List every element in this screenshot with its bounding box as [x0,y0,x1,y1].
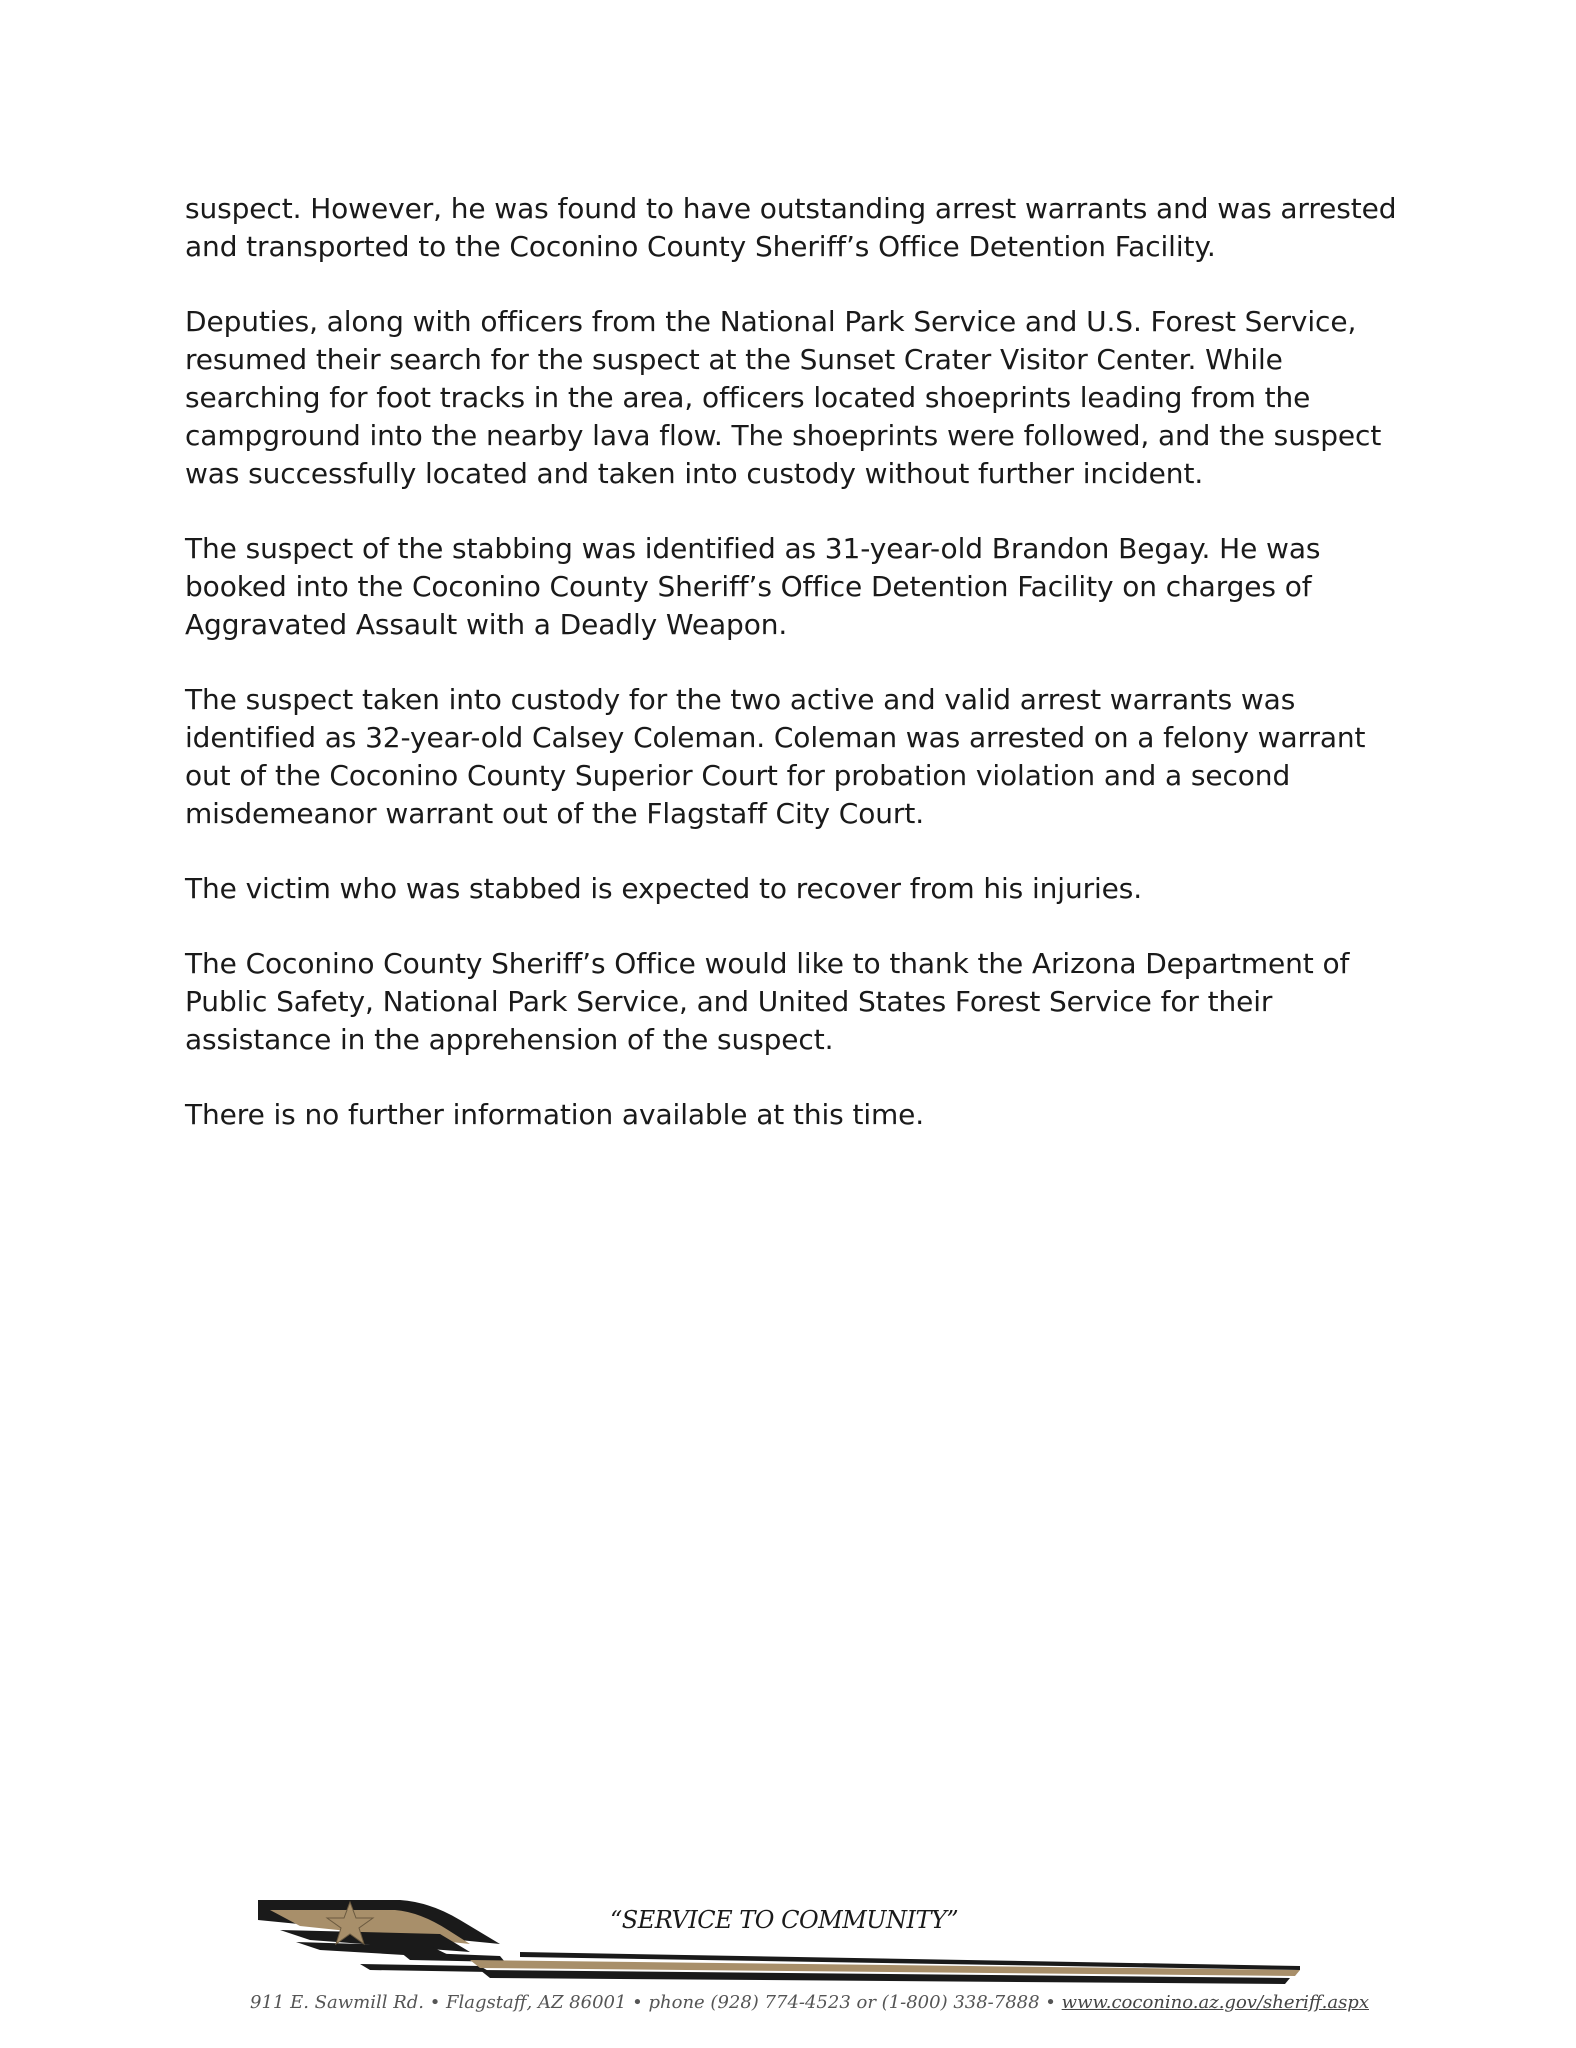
document-body [185,190,1405,1171]
paragraph-2: Deputies, along with officers from the National Park Service and U.S. Forest Service, resumed their search for the suspect at the Sunset Crater Visitor Center. While searching for foot tracks in the area, officers located shoeprints leading from the campground into the nearby lava flow. The shoeprints were followed, and the suspect was successfully located and taken into custody without further incident. [185,305,1382,490]
letterhead-footer [0,1880,1576,2048]
paragraph-6: The Coconino County Sheriff’s Office would like to thank the Arizona Department of Public Safety, National Park Service, and United States Forest Service for their assistance in the apprehension of the suspect. [185,947,1350,1056]
paragraph-1: suspect. However, he was found to have outstanding arrest warrants and was arrested and transported to the Coconino County Sheriff’s Office Detention Facility. [185,192,1397,263]
website-link[interactable]: www.coconino.az.gov/sheriff.aspx [1061,1992,1369,2013]
paragraph-4: The suspect taken into custody for the two active and valid arrest warrants was identified as 32-year-old Calsey Coleman. Coleman was arrested on a felony warrant out of the Coconino County Superior Court for probation violation and a second misdemeanor warrant out of the Flagstaff City Court. [185,683,1366,830]
paragraph-5: The victim who was stabbed is expected to recover from his injuries. [185,872,1143,905]
footer-address [250,1992,1369,2013]
address-text: 911 E. Sawmill Rd. • Flagstaff, AZ 86001 • phone (928) 774-4523 or (1-800) 338-7888 • [250,1992,1056,2013]
footer-motto: “SERVICE TO COMMUNITY” [610,1906,959,1934]
paragraph-7: There is no further information available at this time. [185,1098,925,1131]
paragraph-3: The suspect of the stabbing was identified as 31-year-old Brandon Begay. He was booked into the Coconino County Sheriff’s Office Detention Facility on charges of Aggravated Assault with a Deadly Weapon. [185,532,1321,641]
sheriff-star-logo-icon [0,1880,1576,1990]
